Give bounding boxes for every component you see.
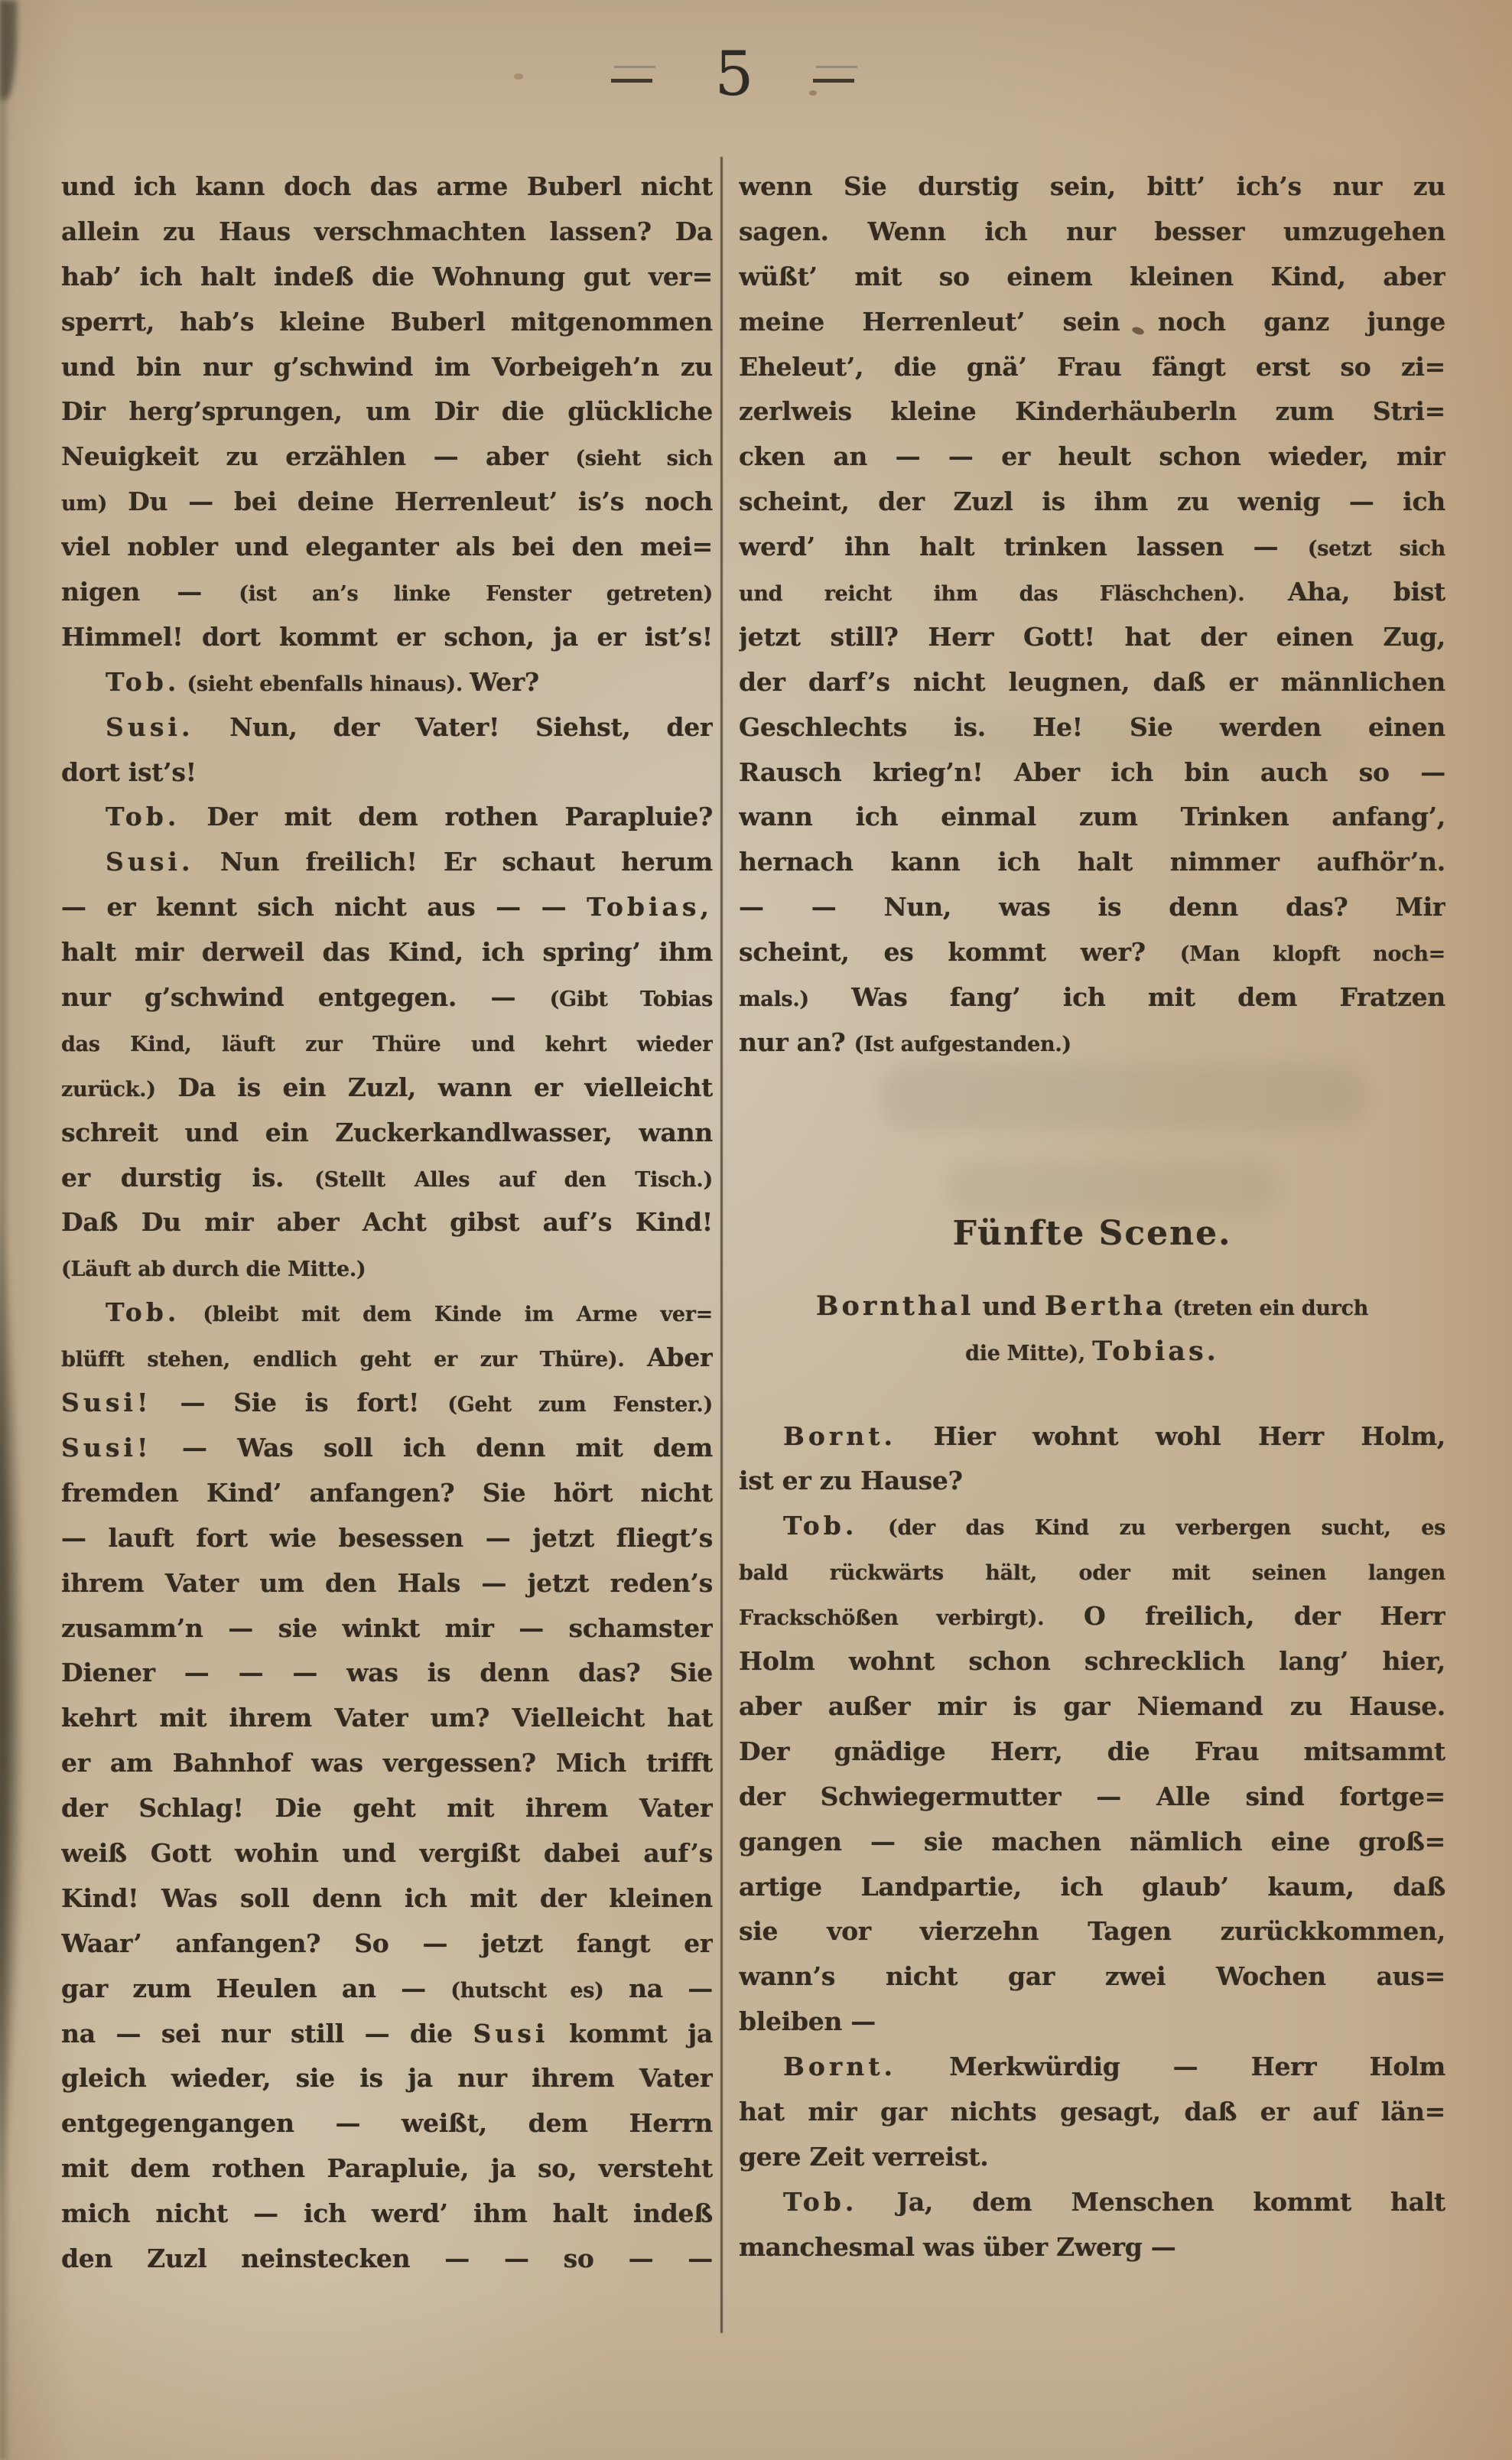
- text-segment: Diener — — — was is denn das? Sie: [61, 1658, 713, 1688]
- text-segment: hat mir gar nichts gesagt, daß er auf län=: [739, 2096, 1445, 2126]
- text-line: [739, 840, 1445, 885]
- text-line: [61, 1066, 713, 1111]
- text-segment: hab’ ich halt indeß die Wohnung gut ver=: [61, 261, 713, 291]
- text-line: [739, 1414, 1445, 1459]
- character-name: Susi!: [61, 1388, 152, 1418]
- text-segment: Da is ein Zuzl, wann er vielleicht: [155, 1072, 713, 1102]
- text-segment: dort ist’s!: [61, 757, 197, 787]
- text-segment: sagen. Wenn ich nur besser umzugehen: [739, 216, 1445, 246]
- text-segment: Wer?: [470, 666, 539, 697]
- character-name: Susi.: [106, 847, 194, 877]
- double-dash-ornament: [611, 64, 655, 84]
- text-segment: der Schwiegermutter — Alle sind fortge=: [739, 1781, 1445, 1811]
- stage-direction: zurück.): [61, 1077, 156, 1101]
- text-segment: Geschlechts is. He! Sie werden einen: [739, 711, 1445, 742]
- text-line: [61, 1921, 713, 1967]
- text-line: [61, 1200, 713, 1245]
- text-segment: Der gnädige Herr, die Frau mitsammt: [739, 1736, 1445, 1766]
- text-segment: den Zuzl neinstecken — — so — —: [61, 2243, 713, 2273]
- text-line: [61, 1020, 713, 1066]
- text-segment: — — Nun, was is denn das? Mir: [739, 892, 1445, 922]
- text-segment: bleiben —: [739, 2006, 876, 2037]
- text-line: [61, 570, 713, 615]
- text-line: [739, 345, 1445, 390]
- character-name: Susi!: [61, 1432, 152, 1463]
- text-line: [61, 1696, 713, 1741]
- text-line: [739, 164, 1445, 210]
- column-divider-rule: [720, 157, 723, 2333]
- text-segment: kehrt mit ihrem Vater um? Vielleicht hat: [61, 1703, 713, 1733]
- character-name: Tobias,: [587, 892, 713, 922]
- text-line: [61, 1336, 713, 1381]
- stage-direction: Frackschößen verbirgt).: [739, 1606, 1045, 1631]
- stage-direction: (treten ein durch: [1166, 1296, 1369, 1320]
- double-dash-ornament: [813, 64, 857, 84]
- text-line: [739, 1729, 1445, 1775]
- text-segment: viel nobler und eleganter als bei den mei=: [61, 532, 713, 562]
- text-line: [739, 795, 1445, 840]
- text-line: [61, 2237, 713, 2282]
- text-line: [739, 525, 1445, 570]
- stage-direction: (Geht zum Fenster.): [447, 1393, 713, 1417]
- text-segment: artige Landpartie, ich glaub’ kaum, daß: [739, 1871, 1445, 1902]
- text-segment: Rausch krieg’n! Aber ich bin auch so —: [739, 757, 1445, 787]
- text-segment: zusamm’n — sie winkt mir — schamster: [61, 1612, 713, 1643]
- text-segment: werd’ ihn halt trinken lassen —: [739, 532, 1308, 562]
- text-segment: — Was soll ich denn mit dem: [151, 1432, 713, 1463]
- text-line: [739, 570, 1445, 615]
- text-line: [739, 1909, 1445, 1954]
- text-segment: Himmel! dort kommt er schon, ja er ist’s!: [61, 621, 713, 652]
- text-line: [61, 1245, 713, 1290]
- text-line: [61, 525, 713, 570]
- stage-direction: (der das Kind zu verbergen sucht, es: [857, 1516, 1445, 1541]
- text-segment: Neuigkeit zu erzählen — aber: [61, 441, 576, 472]
- character-name: Tob.: [783, 1511, 858, 1541]
- text-line: [739, 2045, 1445, 2090]
- text-line: [739, 975, 1445, 1020]
- text-segment: halt mir derweil das Kind, ich spring’ ihm: [61, 937, 713, 968]
- text-segment: na — sei nur still — die: [61, 2018, 473, 2048]
- text-line: [61, 1606, 713, 1651]
- text-line: [61, 480, 713, 525]
- character-name: Tob.: [106, 802, 180, 832]
- text-segment: und bin nur g’schwind im Vorbeigeh’n zu: [61, 351, 713, 382]
- text-line: [739, 1459, 1445, 1504]
- text-column-left: [61, 164, 713, 2282]
- text-line: [739, 2225, 1445, 2270]
- text-line: [739, 2180, 1445, 2225]
- text-line: [739, 2090, 1445, 2135]
- stage-direction: mals.): [739, 988, 809, 1012]
- text-segment: meine Herrenleut’ sein noch ganz junge: [739, 306, 1445, 337]
- text-line: [739, 1329, 1445, 1375]
- text-segment: nigen —: [61, 577, 239, 607]
- text-line: [61, 615, 713, 660]
- text-line: [61, 345, 713, 390]
- text-segment: und ich kann doch das arme Buberl nicht: [61, 171, 713, 201]
- text-segment: Was fang’ ich mit dem Fratzen: [808, 982, 1445, 1013]
- stage-direction: (Man klopft noch=: [1179, 942, 1445, 967]
- text-segment: sperrt, hab’s kleine Buberl mitgenommen: [61, 306, 713, 337]
- text-line: [61, 660, 713, 705]
- scene-heading: [739, 1205, 1445, 1263]
- text-segment: kommt ja: [548, 2018, 713, 2048]
- text-line: [739, 615, 1445, 660]
- text-line: [739, 2000, 1445, 2045]
- text-line: [739, 1504, 1445, 1549]
- text-line: [61, 1651, 713, 1696]
- text-line: [61, 1967, 713, 2012]
- stage-direction: (Gibt Tobias: [549, 988, 713, 1012]
- text-line: [61, 300, 713, 345]
- text-line: [61, 1290, 713, 1336]
- text-line: [739, 300, 1445, 345]
- stage-direction: (ist an’s linke Fenster getreten): [239, 582, 713, 607]
- text-line: [61, 2101, 713, 2146]
- page-edge-dark-wedge: [0, 1117, 24, 2279]
- text-segment: gar zum Heulen an —: [61, 1973, 451, 2003]
- text-segment: schreit und ein Zuckerkandlwasser, wann: [61, 1117, 713, 1147]
- spacer: [739, 1263, 1445, 1284]
- text-line: [739, 1020, 1445, 1066]
- text-line: [739, 1865, 1445, 1910]
- text-line: [739, 930, 1445, 975]
- text-segment: Kind! Was soll denn ich mit der kleinen: [61, 1882, 713, 1913]
- text-line: [739, 1820, 1445, 1865]
- text-segment: O freilich, der Herr: [1044, 1601, 1445, 1632]
- text-segment: gere Zeit verreist.: [739, 2141, 989, 2172]
- text-line: [61, 1471, 713, 1516]
- text-segment: gangen — sie machen nämlich eine groß=: [739, 1826, 1445, 1856]
- spacer: [739, 1066, 1445, 1205]
- text-segment: Holm wohnt schon schrecklich lang’ hier,: [739, 1646, 1445, 1677]
- text-segment: und: [974, 1290, 1045, 1321]
- text-line: [739, 1284, 1445, 1329]
- character-name: Tobias.: [1092, 1335, 1219, 1367]
- text-segment: — lauft fort wie besessen — jetzt fliegt’s: [61, 1522, 713, 1553]
- text-line: [739, 434, 1445, 480]
- text-segment: Hier wohnt wohl Herr Holm,: [896, 1420, 1445, 1451]
- page-header: [0, 40, 1468, 109]
- text-line: [61, 930, 713, 975]
- text-line: [61, 210, 713, 255]
- text-segment: Waar’ anfangen? So — jetzt fangt er: [61, 1928, 713, 1958]
- text-segment: Aber: [647, 1342, 713, 1373]
- text-segment: nur an?: [739, 1027, 854, 1057]
- text-segment: weiß Gott wohin und vergißt dabei auf’s: [61, 1837, 713, 1868]
- text-segment: gleich wieder, sie is ja nur ihrem Vater: [61, 2063, 713, 2094]
- character-name: Bornt.: [783, 2052, 897, 2082]
- text-segment: er durstig is.: [61, 1162, 315, 1193]
- text-line: [739, 1549, 1445, 1594]
- text-segment: nur g’schwind entgegen. —: [61, 982, 550, 1013]
- text-line: [61, 255, 713, 300]
- text-segment: er am Bahnhof was vergessen? Mich trifft: [61, 1748, 713, 1778]
- text-line: [61, 1426, 713, 1471]
- text-line: [739, 660, 1445, 705]
- text-segment: ist er zu Hause?: [739, 1466, 963, 1496]
- text-line: [61, 975, 713, 1020]
- text-line: [739, 1639, 1445, 1684]
- text-line: [739, 480, 1445, 525]
- stage-direction: bald rückwärts hält, oder mit seinen langen: [739, 1561, 1445, 1586]
- text-segment: hernach kann ich halt nimmer aufhör’n.: [739, 847, 1445, 877]
- text-segment: mich nicht — ich werd’ ihm halt indeß: [61, 2198, 713, 2229]
- text-line: [739, 2135, 1445, 2180]
- text-line: [61, 1876, 713, 1921]
- stage-direction: (hutscht es): [450, 1978, 604, 2003]
- text-segment: Nun freilich! Er schaut herum: [193, 847, 713, 877]
- text-line: [739, 389, 1445, 434]
- text-line: [61, 2192, 713, 2237]
- text-line: [61, 1561, 713, 1606]
- text-segment: wann ich einmal zum Trinken anfang’,: [739, 802, 1445, 832]
- text-line: [739, 255, 1445, 300]
- text-segment: Du — bei deine Herrenleut’ is’s noch: [107, 486, 713, 517]
- text-line: [61, 1786, 713, 1831]
- character-name: Tob.: [783, 2186, 858, 2217]
- stage-direction: (Läuft ab durch die Mitte.): [61, 1258, 366, 1282]
- text-line: [739, 1954, 1445, 2000]
- text-line: [61, 1381, 713, 1426]
- text-line: [739, 1594, 1445, 1639]
- character-name: Tob.: [106, 1297, 180, 1328]
- text-segment: Dir herg’sprungen, um Dir die glückliche: [61, 396, 713, 427]
- text-line: [61, 1111, 713, 1156]
- text-segment: Ja, dem Menschen kommt halt: [857, 2186, 1445, 2217]
- text-segment: Aha, bist: [1244, 577, 1445, 607]
- text-segment: — er kennt sich nicht aus — —: [61, 892, 587, 922]
- text-segment: scheint, es kommt wer?: [739, 937, 1180, 968]
- text-segment: ihrem Vater um den Hals — jetzt reden’s: [61, 1567, 713, 1598]
- text-segment: na —: [603, 1973, 713, 2003]
- character-name: Susi.: [106, 711, 194, 742]
- text-segment: Fünfte Scene.: [952, 1213, 1232, 1253]
- text-segment: Merkwürdig — Herr Holm: [896, 2052, 1445, 2082]
- text-line: [61, 705, 713, 750]
- character-name: Bertha: [1044, 1290, 1166, 1322]
- text-segment: Daß Du mir aber Acht gibst auf’s Kind!: [61, 1207, 713, 1238]
- text-line: [61, 1156, 713, 1201]
- stage-direction: (bleibt mit dem Kinde im Arme ver=: [180, 1303, 713, 1327]
- text-segment: cken an — — er heult schon wieder, mir: [739, 441, 1445, 472]
- stage-direction: das Kind, läuft zur Thüre und kehrt wieder: [61, 1032, 713, 1056]
- text-line: [739, 750, 1445, 796]
- stage-direction: und reicht ihm das Fläschchen).: [739, 582, 1245, 607]
- text-line: [61, 840, 713, 885]
- text-segment: jetzt still? Herr Gott! hat der einen Zug,: [739, 621, 1445, 652]
- text-segment: der Schlag! Die geht mit ihrem Vater: [61, 1793, 713, 1824]
- text-line: [61, 795, 713, 840]
- text-line: [739, 210, 1445, 255]
- text-segment: manchesmal was über Zwerg —: [739, 2231, 1176, 2262]
- page-number: 5: [714, 38, 754, 109]
- text-segment: aber außer mir is gar Niemand zu Hause.: [739, 1690, 1445, 1721]
- text-line: [61, 2012, 713, 2057]
- text-segment: wüßt’ mit so einem kleinen Kind, aber: [739, 261, 1445, 291]
- character-name: Susi: [473, 2018, 549, 2048]
- text-line: [61, 164, 713, 210]
- text-line: [61, 1741, 713, 1786]
- stage-direction: (setzt sich: [1307, 537, 1445, 561]
- stage-direction: (Ist aufgestanden.): [854, 1032, 1071, 1056]
- text-line: [61, 750, 713, 796]
- text-line: [739, 1684, 1445, 1729]
- stage-direction: um): [61, 492, 108, 516]
- text-segment: der darf’s nicht leugnen, daß er männlichen: [739, 666, 1445, 697]
- text-line: [61, 2056, 713, 2101]
- text-line: [61, 885, 713, 930]
- text-segment: sie vor vierzehn Tagen zurückkommen,: [739, 1916, 1445, 1947]
- text-line: [739, 705, 1445, 750]
- character-name: Bornthal: [815, 1290, 974, 1322]
- text-segment: Eheleut’, die gnä’ Frau fängt erst so zi=: [739, 351, 1445, 382]
- stage-direction: (sieht sich: [575, 447, 713, 471]
- text-line: [739, 885, 1445, 930]
- text-segment: entgegengangen — weißt, dem Herrn: [61, 2108, 713, 2139]
- text-segment: wann’s nicht gar zwei Wochen aus=: [739, 1961, 1445, 1992]
- stage-direction: (sieht ebenfalls hinaus).: [180, 672, 470, 696]
- text-segment: Nun, der Vater! Siehst, der: [193, 711, 713, 742]
- text-line: [61, 2146, 713, 2192]
- stage-direction: blüfft stehen, endlich geht er zur Thüre).: [61, 1348, 648, 1372]
- text-segment: mit dem rothen Parapluie, ja so, versteht: [61, 2153, 713, 2184]
- text-segment: scheint, der Zuzl is ihm zu wenig — ich: [739, 486, 1445, 517]
- stage-direction: (Stellt Alles auf den Tisch.): [314, 1167, 713, 1192]
- text-segment: allein zu Haus verschmachten lassen? Da: [61, 216, 713, 246]
- character-name: Tob.: [106, 666, 180, 697]
- text-line: [739, 1775, 1445, 1820]
- stage-direction: die Mitte),: [965, 1341, 1093, 1365]
- text-segment: zerlweis kleine Kinderhäuberln zum Stri=: [739, 396, 1445, 427]
- text-line: [61, 434, 713, 480]
- text-line: [61, 389, 713, 434]
- spacer: [739, 1375, 1445, 1414]
- text-segment: — Sie is fort!: [151, 1388, 448, 1418]
- text-segment: Der mit dem rothen Parapluie?: [180, 802, 713, 832]
- text-line: [61, 1516, 713, 1561]
- character-name: Bornt.: [783, 1420, 897, 1451]
- text-column-right: [739, 164, 1445, 2270]
- text-segment: fremden Kind’ anfangen? Sie hört nicht: [61, 1477, 713, 1508]
- text-line: [61, 1831, 713, 1876]
- text-segment: wenn Sie durstig sein, bitt’ ich’s nur zu: [739, 171, 1445, 201]
